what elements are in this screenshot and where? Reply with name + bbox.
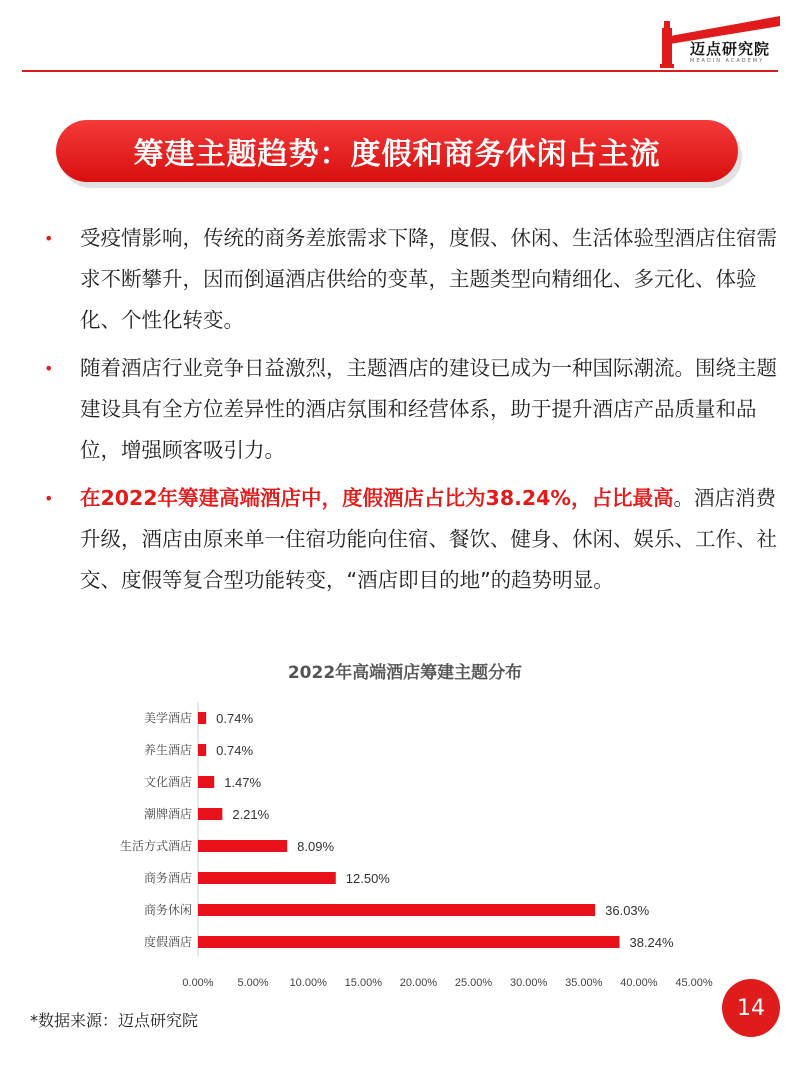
chart-x-tick-label: 30.00% [510,977,548,989]
slide-title: 筹建主题趋势：度假和商务休闲占主流 [56,120,738,182]
chart-data-label: 2.21% [232,807,270,822]
chart-title: 2022年高端酒店筹建主题分布 [287,663,523,683]
chart-data-label: 0.74% [216,711,254,726]
chart-data-label: 36.03% [605,903,650,918]
bullet-item [40,218,780,341]
bullet-item [40,478,780,601]
bullet-highlight: 在2022年筹建高端酒店中，度假酒店占比为38.24%，占比最高 [80,486,674,510]
chart-category-label: 美学酒店 [143,711,192,725]
chart-bar [198,840,287,852]
chart-data-label: 12.50% [345,871,390,886]
chart-bar [198,808,222,820]
chart-x-tick-label: 20.00% [399,977,438,989]
bullet-text: 受疫情影响，传统的商务差旅需求下降，度假、休闲、生活体验型酒店住宿需求不断攀升，因而倒逼酒店供给的变革，主题类型向精细化、多元化、体验化、个性化转变。 [80,226,777,332]
chart-bar [198,712,206,724]
chart-bar [198,872,336,884]
bullet-text: 。酒店消费升级，酒店由原来单一住宿功能向住宿、餐饮、健身、休闲、娱乐、工作、社交、度假等复合型功能转变，“酒店即目的地”的趋势明显。 [80,486,777,592]
chart-bar [198,744,206,756]
chart-x-tick-label: 25.00% [454,977,493,989]
bullet-dot-icon: • [44,489,54,508]
chart-category-label: 商务休闲 [143,903,192,917]
chart-category-label: 生活方式酒店 [119,839,192,853]
bullet-text: 随着酒店行业竞争日益激烈，主题酒店的建设已成为一种国际潮流。围绕主题建设具有全方位差异性的酒店氛围和经营体系，助于提升酒店产品质量和品位，增强顾客吸引力。 [80,356,777,462]
logo-tower-icon [662,28,672,66]
chart-x-tick-label: 15.00% [344,977,382,989]
bullet-dot-icon: • [44,359,54,378]
chart-bar [198,904,595,916]
bullet-dot-icon: • [44,229,54,248]
data-source-note: *数据来源：迈点研究院 [30,1011,199,1030]
chart-bar [198,936,619,948]
chart-data-label: 38.24% [629,935,674,950]
chart-x-tick-label: 10.00% [289,977,327,989]
chart-bar [198,776,214,788]
header-divider [22,70,778,72]
chart-category-label: 度假酒店 [143,935,192,949]
chart-x-tick-label: 40.00% [620,977,658,989]
chart-data-label: 1.47% [224,775,262,790]
chart-data-label: 0.74% [216,743,254,758]
brand-name: 迈点研究院 [690,40,771,58]
brand-subtitle: MEADIN ACADEMY [690,58,765,64]
bullet-list [40,218,780,601]
chart-x-tick-label: 5.00% [237,977,269,989]
page-number: 14 [722,979,780,1037]
chart-x-tick-label: 0.00% [182,977,214,989]
chart-category-label: 商务酒店 [143,871,192,885]
theme-distribution-chart [90,650,720,1000]
chart-x-tick-label: 45.00% [675,977,713,989]
chart-x-tick-label: 35.00% [565,977,603,989]
chart-category-label: 潮牌酒店 [143,807,192,821]
chart-data-label: 8.09% [297,839,335,854]
chart-category-label: 养生酒店 [143,743,192,757]
chart-category-label: 文化酒店 [143,775,192,789]
bullet-item [40,348,780,471]
